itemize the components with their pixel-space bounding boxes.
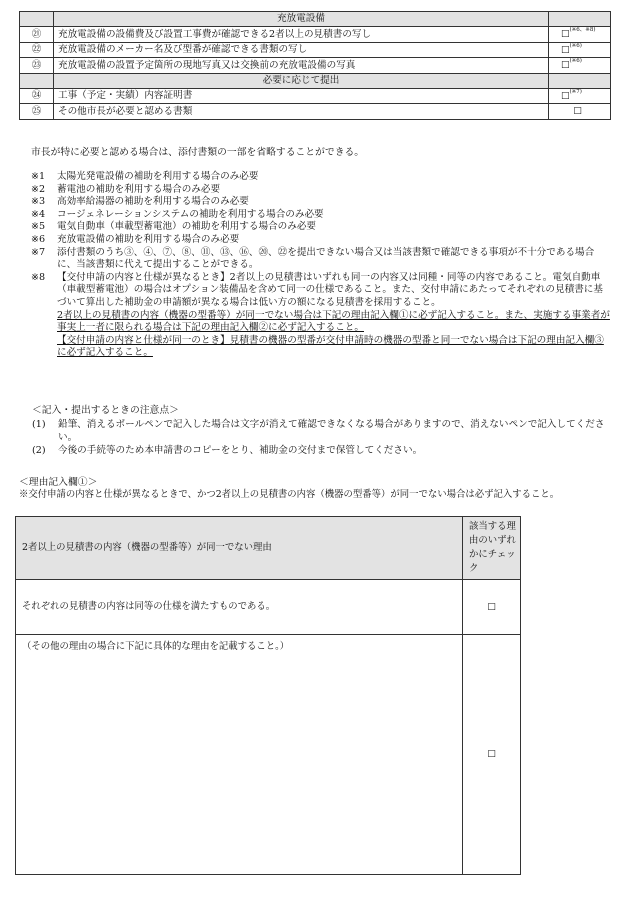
note-item xyxy=(31,196,611,209)
row-note: (※6) xyxy=(569,42,582,49)
note-mark: ※3 xyxy=(31,196,46,208)
row-number: ㉓ xyxy=(20,58,54,74)
row-text: 充放電設備の設備費及び設置工事費が確認できる2者以上の見積書の写し xyxy=(54,27,549,43)
note-text: 高効率給湯器の補助を利用する場合のみ必要 xyxy=(57,196,249,208)
checkbox[interactable]: □ xyxy=(561,44,570,55)
caution-heading: ＜記入・提出するときの注意点＞ xyxy=(32,405,179,416)
note-text: 蓄電池の補助を利用する場合のみ必要 xyxy=(57,183,221,195)
reason-row-text: （その他の理由の場合に下記に具体的な理由を記載すること。） xyxy=(22,641,290,652)
note-text: 太陽光発電設備の補助を利用する場合のみ必要 xyxy=(57,171,259,182)
table-row xyxy=(20,27,611,43)
reason-header-row xyxy=(16,517,521,580)
table-row xyxy=(20,88,611,104)
reason-table xyxy=(15,516,521,875)
reason-checkbox[interactable]: □ xyxy=(487,749,496,760)
note-item xyxy=(31,221,611,234)
note-item-8 xyxy=(31,272,611,360)
table-row xyxy=(20,42,611,58)
intro-note: 市長が特に必要と認める場合は、添付書類の一部を省略することができる。 xyxy=(31,147,365,158)
note-mark: ※4 xyxy=(31,208,46,220)
reason-free-text-area[interactable] xyxy=(16,635,463,875)
row-number: ㉕ xyxy=(20,104,54,120)
note-item xyxy=(31,247,611,272)
reason-header-left: 2者以上の見積書の内容（機器の型番等）が同一でない理由 xyxy=(16,517,463,580)
checkbox[interactable]: □ xyxy=(561,29,570,39)
row-text: 工事（予定・実績）内容証明書 xyxy=(54,88,549,104)
note-mark: ※6 xyxy=(31,233,46,245)
note-mark: ※5 xyxy=(31,221,46,233)
note-mark: ※8 xyxy=(31,271,46,283)
note-text: 充放電設備の補助を利用する場合のみ必要 xyxy=(57,233,240,245)
row-note: (※6) xyxy=(569,58,582,64)
caution-mark: (2) xyxy=(32,445,46,456)
reason-note: ※交付申請の内容と仕様が異なるときで、かつ2者以上の見積書の内容（機器の型番等）が同一でない場合は必ず記入すること。 xyxy=(19,489,560,500)
caution-list xyxy=(32,418,612,457)
checkbox[interactable]: □ xyxy=(561,60,570,70)
note8-paragraph-2: 2者以上の見積書の内容（機器の型番等）が同一でない場合は下記の理由記入欄①に必ず記入すること。また、実施する事業者が事実上一者に限られる場合は下記の理由記入欄②に必ず記入すること。 xyxy=(57,309,610,334)
checkbox[interactable]: □ xyxy=(573,106,582,116)
row-number: ㉒ xyxy=(20,42,54,58)
reason-row xyxy=(16,635,521,875)
attachment-table xyxy=(19,11,611,120)
note8-paragraph-1: 【交付申請の内容と仕様が異なるとき】2者以上の見積書はいずれも同一の内容又は同種・同等の内容であること。電気自動車（車載型蓄電池）の場合はオプション装備品を含めて同一の仕様であること。また、交付申請にあたってそれぞれの見積書に基づいて算出した補助金の申請額が異なる場合は低い方の額になる見積書を採用すること。 xyxy=(57,271,603,308)
caution-item xyxy=(32,418,612,444)
note-item xyxy=(31,171,611,184)
caution-item xyxy=(32,444,612,457)
checkbox[interactable]: □ xyxy=(561,90,570,101)
note-text: 添付書類のうち③、④、⑦、⑧、⑪、⑬、⑯、⑳、㉒を提出できない場合又は当該書類で確認できる事項が不十分である場合に、当該書類に代えて提出することができる。 xyxy=(57,246,595,271)
reason-row xyxy=(16,580,521,635)
row-number: ㉑ xyxy=(20,27,54,43)
section-header-row xyxy=(20,73,611,88)
row-number: ㉔ xyxy=(20,88,54,104)
note-item xyxy=(31,234,611,247)
row-text: その他市長が必要と認める書類 xyxy=(54,104,549,120)
note-text: 電気自動車（車載型蓄電池）の補助を利用する場合のみ必要 xyxy=(57,221,317,233)
note-item xyxy=(31,184,611,197)
notes-list xyxy=(31,171,611,360)
reason-header-right: 該当する理由のいずれかにチェック xyxy=(463,517,521,580)
section-header-row xyxy=(20,12,611,27)
caution-text: 鉛筆、消えるボールペンで記入した場合は文字が消えて確認できなくなる場合がありますので、消えないペンで記入してください。 xyxy=(58,419,605,443)
note8-paragraph-3: 【交付申請の内容と仕様が同一のとき】見積書の機器の型番が交付申請時の機器の型番と同一でない場合は下記の理由記入欄③に必ず記入すること。 xyxy=(57,334,604,359)
section-header-charger: 充放電設備 xyxy=(54,12,549,27)
note-item xyxy=(31,209,611,222)
table-row xyxy=(20,104,611,120)
table-row xyxy=(20,58,611,74)
note-text: コージェネレーションシステムの補助を利用する場合のみ必要 xyxy=(57,208,324,220)
note-mark: ※2 xyxy=(31,183,46,195)
reason-heading: ＜理由記入欄①＞ xyxy=(19,477,98,488)
row-text: 充放電設備の設置予定箇所の現地写真又は交換前の充放電設備の写真 xyxy=(54,58,549,74)
caution-text: 今後の手続等のため本申請書のコピーをとり、補助金の交付まで保管してください。 xyxy=(58,445,423,456)
row-note: (※6、※8) xyxy=(569,27,596,33)
row-text: 充放電設備のメーカー名及び型番が確認できる書類の写し xyxy=(54,42,549,58)
section-header-optional: 必要に応じて提出 xyxy=(54,73,549,88)
caution-mark: (1) xyxy=(32,419,46,430)
reason-row-text: それぞれの見積書の内容は同等の仕様を満たすものである。 xyxy=(16,580,463,635)
note-mark: ※7 xyxy=(31,246,46,258)
row-note: (※7) xyxy=(569,88,582,95)
reason-checkbox[interactable]: □ xyxy=(487,601,496,612)
note-mark: ※1 xyxy=(31,171,46,182)
